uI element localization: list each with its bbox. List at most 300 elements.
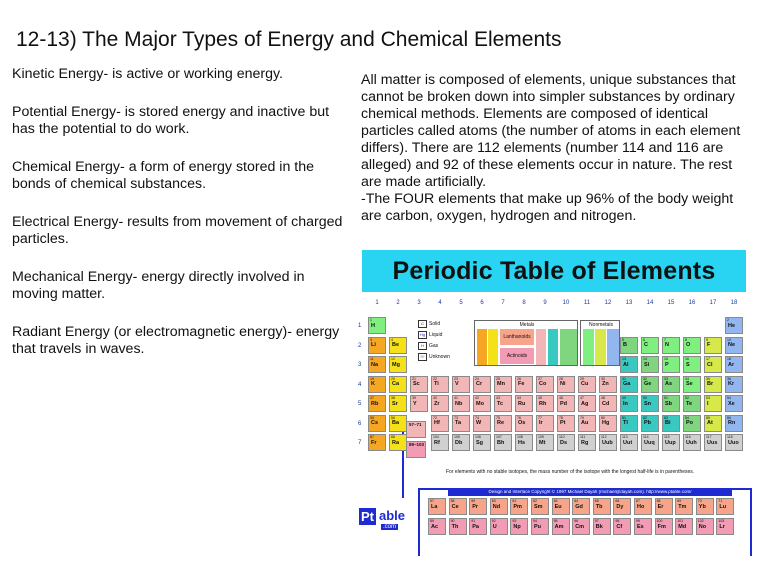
- atomic-number: 23: [454, 376, 458, 381]
- legend-unknown: Rf Unknown: [418, 353, 450, 361]
- atomic-number: 13: [622, 357, 626, 361]
- element-cell-md: [675, 518, 693, 535]
- element-symbol: Th: [451, 523, 459, 530]
- element-cell-li: [368, 337, 386, 354]
- element-cell-ge: [641, 376, 659, 393]
- element-symbol: Hs: [518, 439, 526, 446]
- element-symbol: Fr: [371, 439, 377, 446]
- element-symbol: Sg: [476, 439, 484, 446]
- element-cell-fm: [655, 518, 673, 535]
- atomic-number: 109: [538, 435, 544, 439]
- atomic-number: 81: [622, 415, 626, 420]
- element-symbol: Am: [554, 523, 564, 530]
- element-symbol: Sn: [644, 400, 652, 407]
- element-symbol: Uub: [602, 439, 613, 446]
- atomic-number: 14: [643, 357, 647, 361]
- element-symbol: La: [431, 503, 438, 510]
- atomic-number: 70: [697, 499, 702, 503]
- element-symbol: Kr: [728, 381, 735, 387]
- atomic-number: 84: [685, 415, 689, 420]
- element-cell-yb: [696, 498, 714, 515]
- element-cell-er: [655, 498, 673, 515]
- atomic-number: 93: [512, 519, 517, 523]
- element-cell-rg: [578, 434, 596, 451]
- element-cell-nb: [452, 395, 470, 412]
- group-number: 14: [646, 300, 654, 306]
- element-symbol: U: [492, 523, 497, 530]
- element-symbol: Eu: [554, 503, 562, 510]
- atomic-number: 62: [533, 499, 537, 503]
- element-cell-bh: [494, 434, 512, 451]
- group-number: 12: [604, 300, 612, 306]
- element-cell-uuq: [641, 434, 659, 451]
- alkaline-swatch: [488, 329, 498, 365]
- matter-paragraph: All matter is composed of elements, unique substances that cannot be broken down into simpler substances by ordinary chemical methods. Elements are composed of identical particles called atoms (the number of atoms in each element differs). There are 112 elements (number 114 and 116 are alleged) and 92 of these elements occur in nature. The rest are made artificially.: [361, 72, 741, 190]
- atomic-number: 24: [475, 376, 479, 381]
- atomic-number: 8: [685, 337, 687, 342]
- atomic-number: 33: [664, 376, 668, 381]
- slide-title: 12-13) The Major Types of Energy and Chemical Elements: [16, 28, 562, 51]
- atomic-number: 79: [580, 415, 584, 420]
- atomic-number: 117: [706, 435, 712, 439]
- liquid-swatch: Hg: [419, 332, 426, 337]
- atomic-number: 86: [727, 415, 731, 420]
- atomic-number: 30: [601, 376, 605, 381]
- element-cell-b: [620, 337, 638, 354]
- atomic-number: 18: [727, 357, 731, 361]
- element-symbol: Pd: [560, 400, 568, 407]
- element-symbol: O: [686, 342, 691, 348]
- element-cell-si: [641, 356, 659, 373]
- atomic-number: 47: [580, 396, 584, 400]
- period-number: 4: [358, 381, 362, 388]
- element-cell-pm: [510, 498, 528, 515]
- atomic-number: 56: [391, 415, 395, 420]
- element-symbol: Ga: [623, 381, 631, 387]
- element-cell-mo: [473, 395, 491, 412]
- element-symbol: Au: [581, 420, 589, 426]
- element-cell-sb: [662, 395, 680, 412]
- element-cell-br: [704, 376, 722, 393]
- atomic-number: 10: [727, 337, 731, 342]
- element-cell-tm: [675, 498, 693, 515]
- atomic-number: 95: [553, 519, 558, 523]
- element-symbol: I: [707, 400, 709, 407]
- element-cell-pd: [557, 395, 575, 412]
- radiant-energy-text: Radiant Energy (or electromagnetic energy)- energy that travels in waves.: [12, 324, 340, 357]
- atomic-number: 94: [533, 519, 537, 523]
- element-cell-f: [704, 337, 722, 354]
- element-symbol: Ra: [392, 439, 400, 446]
- element-symbol: Es: [637, 523, 644, 530]
- post-transition-swatch: [548, 329, 558, 365]
- atomic-number: 107: [496, 435, 502, 439]
- element-symbol: Al: [623, 361, 629, 368]
- element-symbol: Pm: [513, 503, 522, 510]
- element-symbol: He: [728, 322, 736, 329]
- element-cell-rh: [536, 395, 554, 412]
- element-symbol: Tl: [623, 420, 628, 426]
- atomic-number: 80: [601, 415, 605, 420]
- group-number: 15: [667, 300, 675, 306]
- energy-types-list: [12, 66, 352, 379]
- element-symbol: Ta: [455, 420, 462, 426]
- element-cell-uup: [662, 434, 680, 451]
- element-cell-fe: [515, 376, 533, 393]
- element-cell-h: [368, 317, 386, 334]
- element-cell-rb: [368, 395, 386, 412]
- element-cell-pb: [641, 415, 659, 432]
- element-symbol: Lr: [719, 523, 725, 530]
- atomic-number: 31: [622, 376, 626, 381]
- element-symbol: Y: [413, 400, 417, 407]
- element-cell-mg: [389, 356, 407, 373]
- atomic-number: 59: [471, 499, 476, 503]
- atomic-number: 3: [370, 337, 372, 342]
- element-symbol: Mn: [497, 381, 505, 387]
- solid-swatch: C: [418, 320, 427, 328]
- period-number: 1: [358, 323, 362, 329]
- legend-solid: C Solid: [418, 320, 450, 328]
- element-cell-cu: [578, 376, 596, 393]
- element-symbol: Uut: [623, 439, 633, 446]
- gas-swatch: H: [418, 342, 427, 350]
- group-number: 13: [625, 300, 633, 306]
- element-cell-pt: [557, 415, 575, 432]
- element-cell-k: [368, 376, 386, 393]
- group-number: 9: [543, 300, 547, 306]
- metalloid-swatch: [560, 329, 577, 365]
- element-cell-ru: [515, 395, 533, 412]
- atomic-number: 74: [475, 415, 479, 420]
- atomic-number: 110: [559, 435, 565, 439]
- element-symbol: V: [455, 381, 459, 387]
- element-cell-cf: [613, 518, 631, 535]
- element-symbol: Uuh: [686, 439, 697, 446]
- element-symbol: Lu: [719, 503, 727, 510]
- atomic-number: 114: [643, 435, 649, 439]
- element-symbol: Se: [686, 381, 693, 387]
- element-cell-pu: [531, 518, 549, 535]
- atomic-number: 68: [656, 499, 661, 503]
- element-symbol: Ac: [431, 523, 439, 530]
- element-symbol: Ar: [728, 361, 735, 368]
- element-symbol: Zn: [602, 381, 609, 387]
- atomic-number: 53: [706, 396, 710, 400]
- element-symbol: Br: [707, 381, 714, 387]
- element-cell-rn: [725, 415, 743, 432]
- atomic-number: 39: [412, 396, 416, 400]
- nonmetal-swatch: [583, 329, 594, 365]
- element-cell-ti: [431, 376, 449, 393]
- element-symbol: Zr: [434, 400, 440, 407]
- element-symbol: P: [665, 361, 669, 368]
- element-cell-ag: [578, 395, 596, 412]
- element-symbol: Sm: [534, 503, 543, 510]
- element-cell-lu: [716, 498, 734, 515]
- atomic-number: 55: [370, 415, 374, 420]
- element-symbol: At: [707, 420, 713, 426]
- atomic-number: 42: [475, 396, 479, 400]
- atomic-number: 87: [370, 435, 374, 439]
- element-cell-no: [696, 518, 714, 535]
- element-symbol: Xe: [728, 400, 735, 407]
- element-symbol: Ir: [539, 420, 543, 426]
- atomic-number: 22: [433, 376, 437, 381]
- atomic-number: 115: [664, 435, 670, 439]
- atomic-number: 113: [622, 435, 628, 439]
- element-symbol: No: [698, 523, 707, 530]
- element-cell-ba: [389, 415, 407, 432]
- element-cell-at: [704, 415, 722, 432]
- element-symbol: Co: [539, 381, 547, 387]
- element-cell-po: [683, 415, 701, 432]
- element-cell-o: [683, 337, 701, 354]
- element-cell-uuh: [683, 434, 701, 451]
- atomic-number: 16: [685, 357, 689, 361]
- atomic-number: 116: [685, 435, 691, 439]
- element-cell-u: [490, 518, 508, 535]
- element-symbol: Be: [392, 342, 400, 348]
- atomic-number: 82: [643, 415, 647, 420]
- element-cell-hf: [431, 415, 449, 432]
- element-symbol: N: [665, 342, 669, 348]
- element-symbol: Mg: [392, 361, 400, 368]
- element-symbol: Si: [644, 361, 650, 368]
- atomic-number: 76: [517, 415, 521, 420]
- atomic-number: 99: [636, 519, 640, 523]
- element-cell-i: [704, 395, 722, 412]
- element-symbol: Cu: [581, 381, 589, 387]
- element-symbol: Nb: [455, 400, 463, 407]
- element-symbol: Cd: [602, 400, 610, 407]
- atomic-number: 77: [538, 415, 542, 420]
- ptable-logo: Pt able .com: [361, 508, 406, 530]
- element-symbol: Ce: [451, 503, 459, 510]
- group-number: 6: [480, 300, 484, 306]
- element-symbol: Cm: [575, 523, 585, 530]
- element-cell-ne: [725, 337, 743, 354]
- element-cell-ar: [725, 356, 743, 373]
- element-cell-na: [368, 356, 386, 373]
- atomic-number: 67: [636, 499, 640, 503]
- element-symbol: Ge: [644, 381, 652, 387]
- element-symbol: Dy: [616, 503, 624, 510]
- body-weight-paragraph: -The FOUR elements that make up 96% of the body weight are carbon, oxygen, hydrogen and nitrogen.: [361, 191, 734, 224]
- atomic-number: 91: [471, 519, 476, 523]
- element-symbol: Re: [497, 420, 505, 426]
- lanthanoid-swatch: Lanthanoids: [500, 329, 534, 345]
- halogen-swatch: [595, 329, 606, 365]
- element-symbol: Hg: [602, 420, 610, 426]
- element-cell-be: [389, 337, 407, 354]
- metals-category-box: [474, 320, 578, 366]
- element-symbol: Sb: [665, 400, 673, 407]
- element-cell-os: [515, 415, 533, 432]
- element-cell-ir: [536, 415, 554, 432]
- element-cell-np: [510, 518, 528, 535]
- element-symbol: Ti: [434, 381, 439, 387]
- element-symbol: B: [623, 342, 627, 348]
- atomic-number: 28: [559, 376, 563, 381]
- atomic-number: 2: [727, 318, 729, 322]
- element-symbol: Hf: [434, 420, 440, 426]
- group-number: 10: [562, 300, 570, 306]
- alkali-swatch: [477, 329, 487, 365]
- period-number: 2: [358, 342, 362, 349]
- element-cell-in: [620, 395, 638, 412]
- element-symbol: Tc: [497, 400, 504, 407]
- element-symbol: Er: [657, 503, 664, 510]
- element-cell-uut: [620, 434, 638, 451]
- atomic-number: 101: [677, 519, 684, 523]
- atomic-number: 12: [391, 357, 395, 361]
- element-cell-ac: [428, 518, 446, 535]
- element-cell-co: [536, 376, 554, 393]
- atomic-number: 27: [538, 376, 542, 381]
- group-number: 5: [459, 300, 463, 306]
- elements-description: [361, 72, 751, 225]
- group-number: 18: [730, 300, 738, 306]
- atomic-number: 36: [727, 376, 731, 381]
- element-cell-se: [683, 376, 701, 393]
- element-cell-ra: [389, 434, 407, 451]
- atomic-number: 48: [601, 396, 605, 400]
- element-symbol: Pb: [644, 420, 652, 426]
- group-number: 7: [501, 300, 505, 306]
- element-cell-hs: [515, 434, 533, 451]
- atomic-number: 38: [391, 396, 395, 400]
- atomic-number: 90: [450, 519, 455, 523]
- element-symbol: Rg: [581, 439, 589, 446]
- isotope-note: For elements with no stable isotopes, the mass number of the isotope with the longest half-life is in parentheses.: [446, 469, 695, 475]
- atomic-number: 60: [491, 499, 496, 503]
- element-symbol: Fm: [657, 523, 666, 530]
- element-symbol: Po: [686, 420, 694, 426]
- atomic-number: 41: [454, 396, 458, 400]
- element-symbol: S: [686, 361, 690, 368]
- element-symbol: Tm: [678, 503, 687, 510]
- element-symbol: Ho: [637, 503, 645, 510]
- kinetic-energy-text: Kinetic Energy- is active or working energy.: [12, 66, 283, 82]
- atomic-number: 20: [391, 376, 395, 381]
- atomic-number: 4: [391, 337, 393, 342]
- element-cell-pa: [469, 518, 487, 535]
- atomic-number: 9: [706, 337, 708, 342]
- element-cell-lr: [716, 518, 734, 535]
- element-cell-as: [662, 376, 680, 393]
- atomic-number: 50: [643, 396, 647, 400]
- element-cell-dy: [613, 498, 631, 515]
- element-cell-bk: [593, 518, 611, 535]
- metals-label: Metals: [519, 322, 535, 328]
- atomic-number: 97: [594, 519, 599, 523]
- element-symbol: Ne: [728, 342, 736, 348]
- element-cell-hg: [599, 415, 617, 432]
- period-number: 3: [358, 362, 362, 368]
- element-symbol: Ni: [560, 381, 566, 387]
- legend-liquid: Hg Liquid: [419, 332, 443, 338]
- element-cell-al: [620, 356, 638, 373]
- element-symbol: Sc: [413, 381, 420, 387]
- atomic-number: 43: [496, 396, 500, 400]
- element-symbol: Tb: [595, 503, 603, 510]
- element-symbol: Uuq: [644, 439, 655, 446]
- element-symbol: Ru: [518, 400, 526, 407]
- element-symbol: Mo: [476, 400, 484, 407]
- noble-swatch: [607, 329, 619, 365]
- element-symbol: Cs: [371, 420, 379, 426]
- atomic-number: 92: [491, 519, 496, 523]
- atomic-number: 63: [553, 499, 558, 503]
- element-cell-ni: [557, 376, 575, 393]
- element-cell-fr: [368, 434, 386, 451]
- element-symbol: Np: [513, 523, 521, 530]
- element-symbol: Li: [371, 342, 376, 348]
- atomic-number: 49: [622, 396, 626, 400]
- state-legend: [418, 320, 450, 364]
- atomic-number: 103: [718, 519, 725, 523]
- element-cell-cl: [704, 356, 722, 373]
- period-number: 6: [358, 420, 362, 427]
- atomic-number: 89: [430, 519, 434, 523]
- atomic-number: 58: [450, 499, 455, 503]
- element-symbol: Bk: [595, 523, 603, 530]
- group-number: 1: [375, 300, 379, 306]
- group-number: 11: [583, 300, 591, 306]
- element-cell-ga: [620, 376, 638, 393]
- atomic-number: 102: [697, 519, 704, 523]
- element-symbol: Nd: [492, 503, 501, 510]
- element-cell-cm: [572, 518, 590, 535]
- element-cell-te: [683, 395, 701, 412]
- element-symbol: Ag: [581, 400, 589, 407]
- atomic-number: 19: [370, 376, 374, 381]
- element-symbol: In: [623, 400, 628, 407]
- element-symbol: Bh: [497, 439, 505, 446]
- element-symbol: Ds: [560, 439, 568, 446]
- element-cell-sg: [473, 434, 491, 451]
- element-cell-sm: [531, 498, 549, 515]
- element-cell-uus: [704, 434, 722, 451]
- element-symbol: Rf: [434, 439, 440, 446]
- atomic-number: 104: [433, 435, 439, 439]
- element-symbol: Pt: [560, 420, 566, 426]
- element-cell-cd: [599, 395, 617, 412]
- element-symbol: Fe: [518, 381, 525, 387]
- element-cell-s: [683, 356, 701, 373]
- element-cell-eu: [552, 498, 570, 515]
- element-symbol: As: [665, 381, 673, 387]
- actinide-placeholder: 89–103: [406, 441, 426, 458]
- atomic-number: 118: [727, 435, 733, 439]
- atomic-number: 78: [559, 415, 563, 420]
- element-symbol: W: [476, 420, 482, 426]
- group-number: 16: [688, 300, 696, 306]
- element-symbol: Te: [686, 400, 693, 407]
- periodic-table-image: [356, 250, 752, 556]
- element-symbol: Rh: [539, 400, 547, 407]
- element-cell-nd: [490, 498, 508, 515]
- element-cell-tb: [593, 498, 611, 515]
- element-symbol: Ca: [392, 381, 400, 387]
- element-cell-cs: [368, 415, 386, 432]
- group-number: 8: [522, 300, 526, 306]
- element-symbol: H: [371, 322, 375, 329]
- group-number: 4: [438, 300, 442, 306]
- periodic-table-title: Periodic Table of Elements: [392, 256, 716, 285]
- atomic-number: 106: [475, 435, 481, 439]
